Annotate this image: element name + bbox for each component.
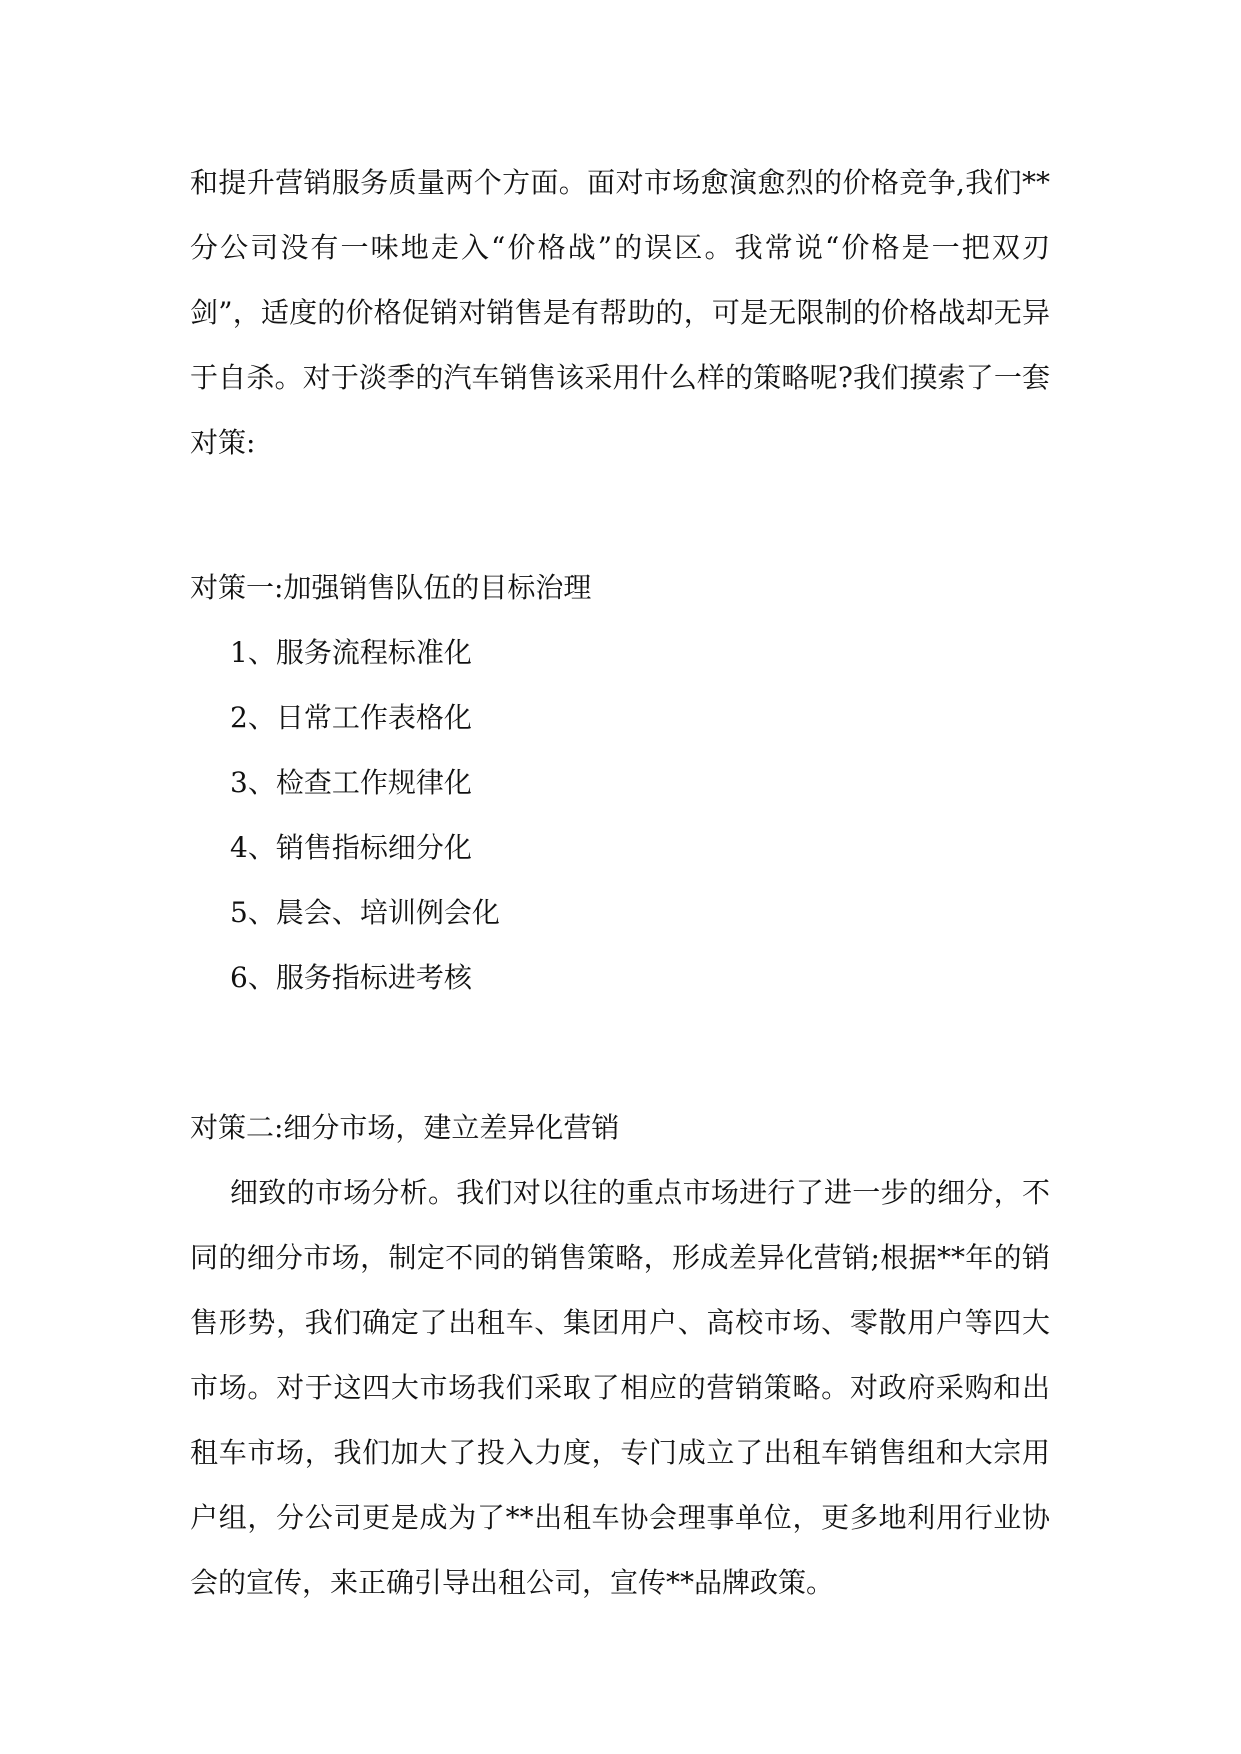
strategy-one-heading: 对策一:加强销售队伍的目标治理 (190, 571, 592, 604)
list-item: 5、晨会、培训例会化 (230, 896, 500, 929)
intro-paragraph: 和提升营销服务质量两个方面。面对市场愈演愈烈的价格竞争,我们**分公司没有一味地走入“价格战”的误区。我常说“价格是一把双刃剑”，适度的价格促销对销售是有帮助的，可是无限制的价格战却无异于自杀。对于淡季的汽车销售该采用什么样的策略呢?我们摸索了一套对策: (190, 166, 1050, 459)
section-spacer (190, 1010, 1050, 1095)
list-item: 4、销售指标细分化 (230, 831, 472, 864)
list-item: 2、日常工作表格化 (230, 701, 472, 734)
strategy-two-heading: 对策二:细分市场，建立差异化营销 (190, 1111, 620, 1144)
document-body (190, 150, 1050, 1615)
strategy-one-list (190, 620, 1050, 1010)
list-item: 3、检查工作规律化 (230, 766, 472, 799)
strategy-two-paragraph: 细致的市场分析。我们对以往的重点市场进行了进一步的细分，不同的细分市场，制定不同的销售策略，形成差异化营销;根据**年的销售形势，我们确定了出租车、集团用户、高校市场、零散用户等四大市场。对于这四大市场我们采取了相应的营销策略。对政府采购和出租车市场，我们加大了投入力度，专门成立了出租车销售组和大宗用户组，分公司更是成为了**出租车协会理事单位，更多地利用行业协会的宣传，来正确引导出租公司，宣传**品牌政策。 (190, 1176, 1050, 1599)
list-item: 6、服务指标进考核 (230, 961, 472, 994)
list-item: 1、服务流程标准化 (230, 636, 472, 669)
section-spacer (190, 475, 1050, 555)
